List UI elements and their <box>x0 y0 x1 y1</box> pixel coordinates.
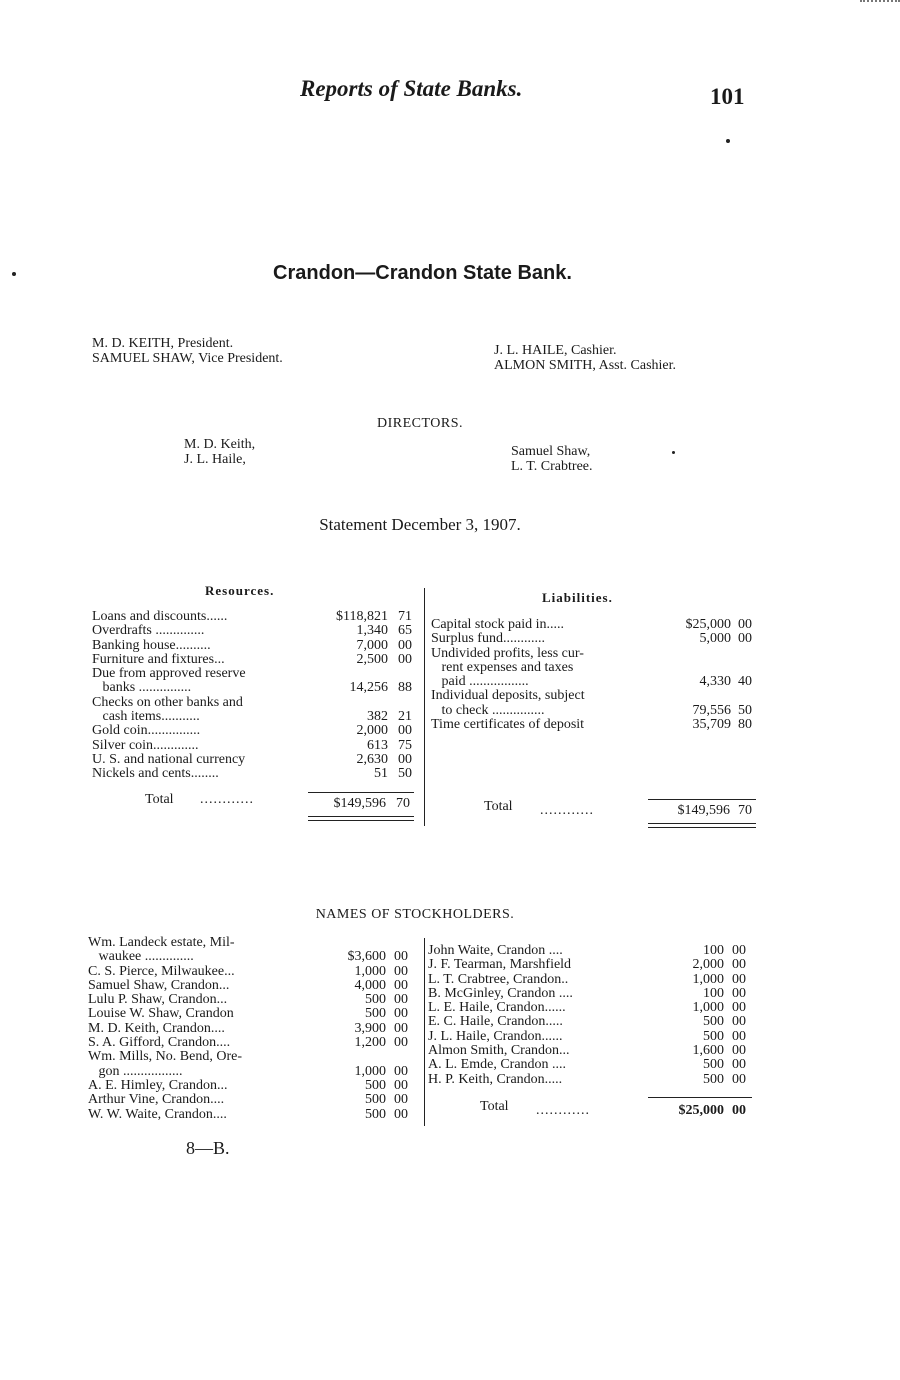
row-label: banks ............... <box>92 680 192 696</box>
row-label: Undivided profits, less cur- <box>431 645 584 661</box>
row-cents: 00 <box>732 985 746 1001</box>
ledger-row <box>428 1073 758 1087</box>
page-number: 101 <box>710 84 745 109</box>
row-cents: 00 <box>398 751 412 767</box>
row-cents: 00 <box>394 1020 408 1036</box>
row-label: J. F. Tearman, Marshfield <box>428 957 572 973</box>
row-label: rent expenses and taxes <box>431 659 574 675</box>
row-cents: 00 <box>732 1071 746 1087</box>
row-dollars: 1,000 <box>354 963 386 979</box>
column-divider <box>424 588 425 826</box>
ink-speck <box>672 451 675 454</box>
row-dollars: 2,500 <box>356 651 388 667</box>
liabilities-table <box>431 618 761 732</box>
row-cents: 80 <box>738 717 752 733</box>
row-dollars: 1,600 <box>692 1043 724 1059</box>
row-cents: 00 <box>394 992 408 1008</box>
stockholders-heading: NAMES OF STOCKHOLDERS. <box>315 907 515 922</box>
row-dollars: 1,200 <box>354 1035 386 1051</box>
row-label: Banking house.......... <box>92 637 211 653</box>
ledger-row <box>431 718 761 732</box>
ledger-row <box>92 724 422 738</box>
ledger-row <box>428 1030 758 1044</box>
director: J. L. Haile, <box>184 452 246 467</box>
row-cents: 00 <box>732 1014 746 1030</box>
liabilities-double-rule <box>648 827 756 828</box>
ledger-row <box>92 753 422 767</box>
ledger-row <box>88 1007 418 1021</box>
row-dollars: 500 <box>365 1077 386 1093</box>
row-cents: 00 <box>394 1106 408 1122</box>
ledger-row <box>92 639 422 653</box>
row-cents: 00 <box>394 1092 408 1108</box>
row-cents: 75 <box>398 737 412 753</box>
liabilities-rule <box>648 799 756 800</box>
resources-double-rule <box>308 816 414 817</box>
row-label: B. McGinley, Crandon .... <box>428 985 573 1001</box>
row-cents: 00 <box>732 1057 746 1073</box>
stockholders-total-cents: 00 <box>732 1103 746 1118</box>
ledger-row <box>431 661 761 675</box>
stockholders-total-dollars: $25,000 <box>678 1103 724 1118</box>
ledger-row <box>88 965 418 979</box>
ledger-row <box>431 632 761 646</box>
row-label: W. W. Waite, Crandon.... <box>88 1106 227 1122</box>
row-cents: 88 <box>398 680 412 696</box>
row-label: Gold coin............... <box>92 723 201 739</box>
ledger-row <box>88 1050 418 1064</box>
row-cents: 71 <box>398 609 412 624</box>
row-label: Nickels and cents........ <box>92 766 219 782</box>
row-dollars: 100 <box>703 985 724 1001</box>
row-dollars: 1,000 <box>354 1063 386 1079</box>
row-dollars: 4,000 <box>354 977 386 993</box>
row-label: J. L. Haile, Crandon...... <box>428 1028 563 1044</box>
stockholders-rule <box>648 1097 752 1098</box>
row-dollars: 7,000 <box>356 637 388 653</box>
row-dollars: 3,900 <box>354 1020 386 1036</box>
ledger-row <box>428 1001 758 1015</box>
ledger-row <box>428 944 758 958</box>
ledger-row <box>88 1065 418 1079</box>
row-dollars: $25,000 <box>685 617 731 632</box>
row-cents: 00 <box>394 977 408 993</box>
ledger-row <box>88 1108 418 1122</box>
row-dollars: 500 <box>703 1071 724 1087</box>
row-dollars: 1,340 <box>356 623 388 639</box>
resources-total-dollars: $149,596 <box>333 796 386 811</box>
row-dollars: 51 <box>374 766 388 782</box>
resources-heading: Resources. <box>205 583 275 598</box>
row-label: H. P. Keith, Crandon..... <box>428 1071 563 1087</box>
officer-president: M. D. KEITH, President. <box>92 336 234 351</box>
ledger-row <box>428 958 758 972</box>
row-dollars: 500 <box>365 1006 386 1022</box>
officer-assistant-cashier: ALMON SMITH, Asst. Cashier. <box>494 358 677 373</box>
liabilities-double-rule <box>648 823 756 824</box>
ledger-row <box>92 624 422 638</box>
row-label: Arthur Vine, Crandon.... <box>88 1092 225 1108</box>
stockholders-right-table <box>428 944 758 1087</box>
resources-double-rule <box>308 820 414 821</box>
running-title: Reports of State Banks. <box>300 76 523 101</box>
officer-cashier: J. L. HAILE, Cashier. <box>494 343 617 358</box>
row-label: A. L. Emde, Crandon .... <box>428 1057 567 1073</box>
ledger-row <box>88 1036 418 1050</box>
row-cents: 21 <box>398 709 412 725</box>
ledger-row <box>88 1079 418 1093</box>
row-cents: 00 <box>394 1006 408 1022</box>
row-label: gon ................. <box>88 1063 183 1079</box>
row-dollars: 79,556 <box>692 702 731 718</box>
row-label: to check ............... <box>431 702 545 718</box>
ledger-row <box>92 696 422 710</box>
row-label: Overdrafts .............. <box>92 623 205 639</box>
ledger-row <box>92 681 422 695</box>
page-corner-mark <box>860 0 900 10</box>
resources-total-label: Total <box>145 792 174 807</box>
ledger-row <box>428 973 758 987</box>
row-cents: 00 <box>394 1077 408 1093</box>
row-cents: 00 <box>394 949 408 965</box>
ledger-row <box>92 739 422 753</box>
liabilities-total-dollars: $149,596 <box>677 803 730 818</box>
row-dollars: 500 <box>703 1028 724 1044</box>
row-dollars: 5,000 <box>699 631 731 647</box>
row-label: John Waite, Crandon .... <box>428 943 563 958</box>
row-cents: 50 <box>738 702 752 718</box>
row-label: S. A. Gifford, Crandon.... <box>88 1035 231 1051</box>
row-cents: 00 <box>394 1063 408 1079</box>
row-label: Time certificates of deposit <box>431 717 585 733</box>
row-label: Surplus fund............ <box>431 631 545 647</box>
row-dollars: 382 <box>367 709 388 725</box>
ink-speck <box>726 139 730 143</box>
row-dollars: 2,630 <box>356 751 388 767</box>
row-cents: 40 <box>738 674 752 690</box>
row-label: waukee .............. <box>88 949 194 965</box>
stockholders-total-label: Total <box>480 1099 509 1114</box>
row-label: Individual deposits, subject <box>431 688 585 704</box>
row-label: Almon Smith, Crandon... <box>428 1043 570 1059</box>
row-label: Loans and discounts...... <box>92 609 228 624</box>
row-dollars: $118,821 <box>336 609 388 624</box>
ledger-row <box>88 979 418 993</box>
row-cents: 00 <box>732 957 746 973</box>
ledger-row <box>428 1044 758 1058</box>
ledger-row <box>428 987 758 1001</box>
ledger-row <box>431 704 761 718</box>
row-cents: 00 <box>732 1000 746 1016</box>
row-cents: 00 <box>732 1028 746 1044</box>
ledger-row <box>88 950 418 964</box>
stockholders-left-table <box>88 936 418 1122</box>
row-cents: 00 <box>394 963 408 979</box>
ledger-row <box>88 936 418 950</box>
stockholders-total-leaders: ............ <box>536 1103 590 1118</box>
director: Samuel Shaw, <box>511 444 591 459</box>
ledger-row <box>428 1015 758 1029</box>
directors-heading: DIRECTORS. <box>376 416 464 431</box>
ledger-row <box>92 667 422 681</box>
row-cents: 00 <box>732 943 746 958</box>
row-dollars: 1,000 <box>692 971 724 987</box>
row-label: A. E. Himley, Crandon... <box>88 1077 228 1093</box>
row-dollars: 100 <box>703 943 724 958</box>
ledger-row <box>431 618 761 632</box>
liabilities-heading: Liabilities. <box>542 590 613 605</box>
ledger-row <box>431 647 761 661</box>
ledger-row <box>428 1058 758 1072</box>
row-dollars: 4,330 <box>699 674 731 690</box>
row-cents: 00 <box>398 723 412 739</box>
row-cents: 00 <box>732 971 746 987</box>
statement-date-line: Statement December 3, 1907. <box>319 515 521 534</box>
row-label: Wm. Mills, No. Bend, Ore- <box>88 1049 242 1065</box>
row-cents: 00 <box>398 637 412 653</box>
row-label: Furniture and fixtures... <box>92 651 225 667</box>
ledger-row <box>92 710 422 724</box>
director: L. T. Crabtree. <box>511 459 593 474</box>
row-dollars: 613 <box>367 737 388 753</box>
ledger-row <box>92 653 422 667</box>
row-cents: 00 <box>394 1035 408 1051</box>
row-dollars: 14,256 <box>349 680 388 696</box>
row-label: Samuel Shaw, Crandon... <box>88 977 230 993</box>
row-cents: 00 <box>398 651 412 667</box>
resources-rule <box>308 792 414 793</box>
row-dollars: 2,000 <box>692 957 724 973</box>
row-label: Wm. Landeck estate, Mil- <box>88 935 235 950</box>
row-dollars: 500 <box>365 992 386 1008</box>
row-cents: 00 <box>738 617 752 632</box>
row-label: L. E. Haile, Crandon...... <box>428 1000 566 1016</box>
row-dollars: 35,709 <box>692 717 731 733</box>
row-label: M. D. Keith, Crandon.... <box>88 1020 225 1036</box>
officer-vice-president: SAMUEL SHAW, Vice President. <box>92 351 283 366</box>
row-dollars: 500 <box>703 1014 724 1030</box>
row-label: Checks on other banks and <box>92 694 243 710</box>
signature-mark: 8—B. <box>186 1138 230 1158</box>
liabilities-total-label: Total <box>484 799 513 814</box>
resources-table <box>92 610 422 782</box>
row-cents: 00 <box>732 1043 746 1059</box>
row-label: L. T. Crabtree, Crandon.. <box>428 971 569 987</box>
row-label: Due from approved reserve <box>92 666 246 682</box>
resources-total-cents: 70 <box>396 796 410 811</box>
row-dollars: 1,000 <box>692 1000 724 1016</box>
row-label: cash items........... <box>92 709 200 725</box>
row-label: E. C. Haile, Crandon..... <box>428 1014 563 1030</box>
column-divider <box>424 938 425 1126</box>
director: M. D. Keith, <box>184 437 256 452</box>
row-label: Louise W. Shaw, Crandon <box>88 1006 234 1022</box>
row-dollars: $3,600 <box>347 949 386 965</box>
row-label: U. S. and national currency <box>92 751 246 767</box>
row-label: paid ................. <box>431 674 529 690</box>
ledger-row <box>431 689 761 703</box>
ledger-row <box>92 610 422 624</box>
row-dollars: 500 <box>365 1092 386 1108</box>
ledger-row <box>431 675 761 689</box>
row-dollars: 500 <box>365 1106 386 1122</box>
row-dollars: 500 <box>703 1057 724 1073</box>
bank-title: Crandon—Crandon State Bank. <box>273 262 572 284</box>
row-label: Silver coin............. <box>92 737 199 753</box>
row-cents: 00 <box>738 631 752 647</box>
row-label: Lulu P. Shaw, Crandon... <box>88 992 228 1008</box>
liabilities-total-cents: 70 <box>738 803 752 818</box>
liabilities-total-leaders: ............ <box>540 803 594 818</box>
row-label: Capital stock paid in..... <box>431 617 564 632</box>
ledger-row <box>88 993 418 1007</box>
ledger-row <box>92 767 422 781</box>
row-dollars: 2,000 <box>356 723 388 739</box>
resources-total-leaders: ............ <box>200 792 254 807</box>
row-label: C. S. Pierce, Milwaukee... <box>88 963 235 979</box>
row-cents: 65 <box>398 623 412 639</box>
row-cents: 50 <box>398 766 412 782</box>
ledger-row <box>88 1093 418 1107</box>
ledger-row <box>88 1022 418 1036</box>
